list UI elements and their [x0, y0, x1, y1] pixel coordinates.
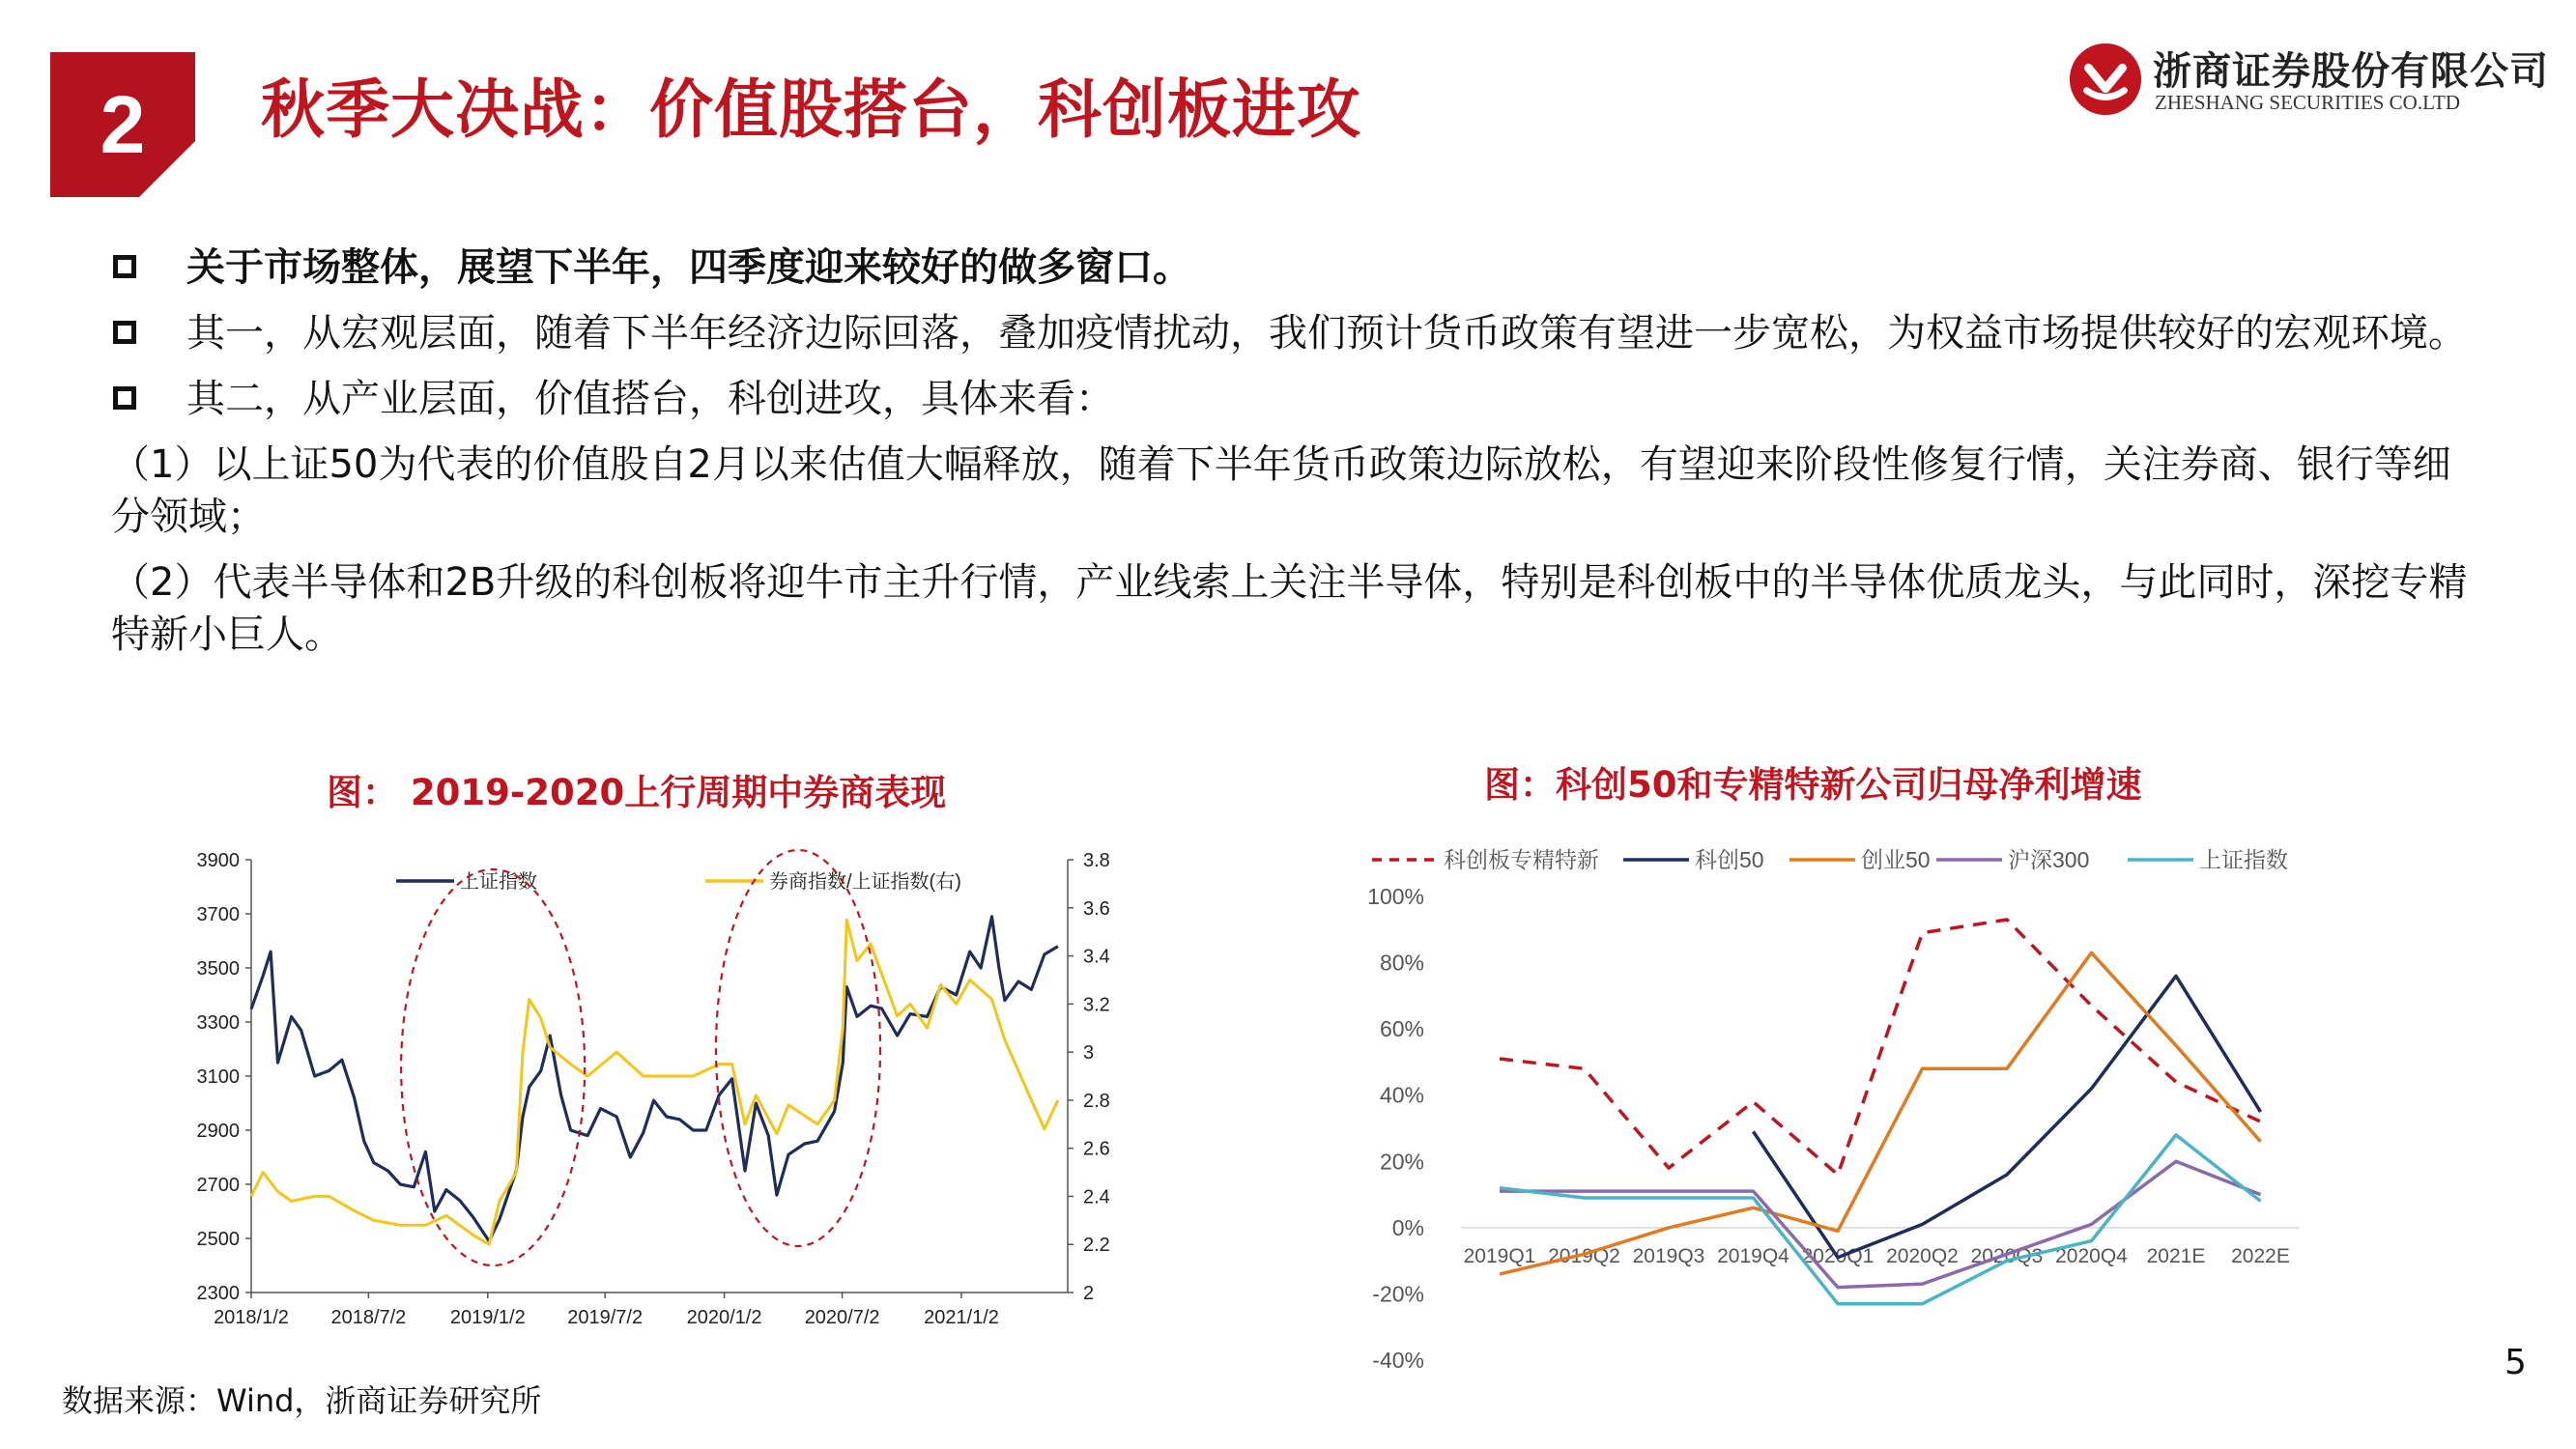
left-y-tick-label: 2900: [196, 1121, 240, 1142]
x-tick-label: 2020Q1: [1801, 1244, 1875, 1267]
right-y-tick-label: 3: [1083, 1042, 1095, 1065]
left-y-tick-label: 3700: [196, 904, 240, 925]
x-tick-label: 2021E: [2146, 1244, 2206, 1267]
legend-label: 科创50: [1695, 847, 1764, 872]
series-line-1: [1754, 976, 2261, 1257]
x-tick-label: 2019Q3: [1632, 1244, 1705, 1267]
body-text: [111, 242, 2488, 674]
x-tick-label: 2020/1/2: [686, 1307, 762, 1328]
bullet-macro: [111, 307, 2488, 359]
x-tick-label: 2022E: [2231, 1244, 2290, 1267]
left-y-tick-label: 3300: [196, 1012, 240, 1034]
legend-label: 券商指数/上证指数(右): [769, 871, 961, 893]
legend-label: 沪深300: [2008, 847, 2090, 872]
bullet-text: 其二，从产业层面，价值搭台，科创进攻，具体来看：: [186, 377, 1114, 421]
chart-right-title: 图：科创50和专精特新公司归母净利增速: [1484, 764, 2142, 806]
square-bullet-icon: [113, 255, 136, 278]
annotation-ellipse-2020: [716, 850, 880, 1246]
legend-label: 上证指数: [460, 871, 537, 893]
series-line-sse-index: [251, 917, 1058, 1241]
page-number: 5: [2504, 1343, 2527, 1382]
bullet-market-outlook: [111, 242, 2488, 294]
y-tick-label: 0%: [1391, 1214, 1424, 1240]
bullet-industry: [111, 373, 2488, 425]
right-y-tick-label: 2: [1083, 1283, 1095, 1304]
x-tick-label: 2019Q2: [1548, 1244, 1620, 1267]
x-tick-label: 2018/7/2: [330, 1307, 407, 1328]
left-y-tick-label: 3100: [196, 1066, 240, 1088]
left-y-tick-label: 2700: [196, 1175, 240, 1196]
series-line-2: [1500, 952, 2261, 1274]
x-tick-label: 2020Q3: [1970, 1244, 2044, 1267]
chart-left-title: 图： 2019-2020上行周期中券商表现: [327, 772, 947, 813]
y-tick-label: 80%: [1379, 950, 1424, 976]
y-tick-label: 20%: [1379, 1149, 1424, 1175]
data-source-note: 数据来源：Wind，浙商证券研究所: [62, 1382, 542, 1419]
right-y-tick-label: 2.4: [1083, 1186, 1110, 1208]
x-tick-label: 2019/7/2: [567, 1307, 644, 1328]
legend-label: 科创板专精特新: [1444, 847, 1599, 872]
x-tick-label: 2019Q1: [1463, 1244, 1536, 1267]
badge-notch: [139, 141, 195, 197]
x-tick-label: 2021/1/2: [924, 1307, 999, 1328]
paragraph-value-stocks: （1）以上证50为代表的价值股自2月以来估值大幅释放，随着下半年货币政策边际放松，有望迎来阶段性修复行情，关注券商、银行等细分领域；: [111, 442, 2451, 539]
legend-label: 上证指数: [2199, 847, 2288, 872]
right-y-tick-label: 2.6: [1083, 1138, 1110, 1160]
logo-company-name-en: ZHESHANG SECURITIES CO.LTD: [2155, 91, 2460, 114]
y-tick-label: 40%: [1379, 1082, 1424, 1108]
series-line-0: [1500, 920, 2261, 1175]
section-number: 2: [100, 79, 146, 170]
left-y-tick-label: 3500: [196, 958, 240, 980]
left-y-tick-label: 2300: [196, 1283, 240, 1304]
right-y-tick-label: 3.6: [1083, 897, 1110, 920]
x-tick-label: 2020Q4: [2055, 1244, 2128, 1267]
left-y-tick-label: 2500: [196, 1229, 240, 1250]
x-tick-label: 2019Q4: [1717, 1244, 1789, 1267]
series-line-broker-ratio: [251, 920, 1058, 1244]
x-tick-label: 2020Q2: [1886, 1244, 1959, 1267]
left-y-tick-label: 3900: [196, 850, 240, 871]
series-line-3: [1500, 1161, 2261, 1287]
bullet-text: 关于市场整体，展望下半年，四季度迎来较好的做多窗口。: [186, 245, 1191, 290]
square-bullet-icon: [113, 386, 136, 410]
x-tick-label: 2020/7/2: [804, 1307, 880, 1328]
right-y-tick-label: 3.2: [1083, 994, 1110, 1016]
paragraph-star-market: （2）代表半导体和2B升级的科创板将迎牛市主升行情，产业线索上关注半导体，特别是科创板中的半导体优质龙头，与此同时，深挖专精特新小巨人。: [111, 560, 2468, 657]
company-logo: [2068, 37, 2549, 124]
series-line-4: [1500, 1135, 2261, 1304]
net-profit-growth-chart: [1353, 831, 2319, 1372]
right-y-tick-label: 2.2: [1083, 1235, 1110, 1257]
y-tick-label: -40%: [1372, 1348, 1424, 1372]
right-y-tick-label: 3.4: [1083, 946, 1110, 968]
bullet-text: 其一，从宏观层面，随着下半年经济边际回落，叠加疫情扰动，我们预计货币政策有望进一步宽松，为权益市场提供较好的宏观环境。: [186, 311, 2467, 355]
x-tick-label: 2019/1/2: [449, 1307, 526, 1328]
x-tick-label: 2018/1/2: [214, 1307, 289, 1328]
square-bullet-icon: [113, 321, 136, 344]
y-tick-label: 60%: [1379, 1016, 1424, 1042]
y-tick-label: -20%: [1372, 1281, 1424, 1307]
right-y-tick-label: 2.8: [1083, 1090, 1110, 1112]
legend-label: 创业50: [1861, 847, 1931, 872]
logo-company-name-cn: 浙商证券股份有限公司: [2153, 49, 2549, 94]
page-title: 秋季大决战：价值股搭台，科创板进攻: [261, 72, 1361, 147]
y-tick-label: 100%: [1367, 884, 1424, 909]
zheshang-logo-icon: [2068, 42, 2143, 117]
brokerage-performance-chart: [155, 831, 1140, 1343]
section-number-badge: [50, 52, 195, 197]
right-y-tick-label: 3.8: [1083, 850, 1110, 871]
